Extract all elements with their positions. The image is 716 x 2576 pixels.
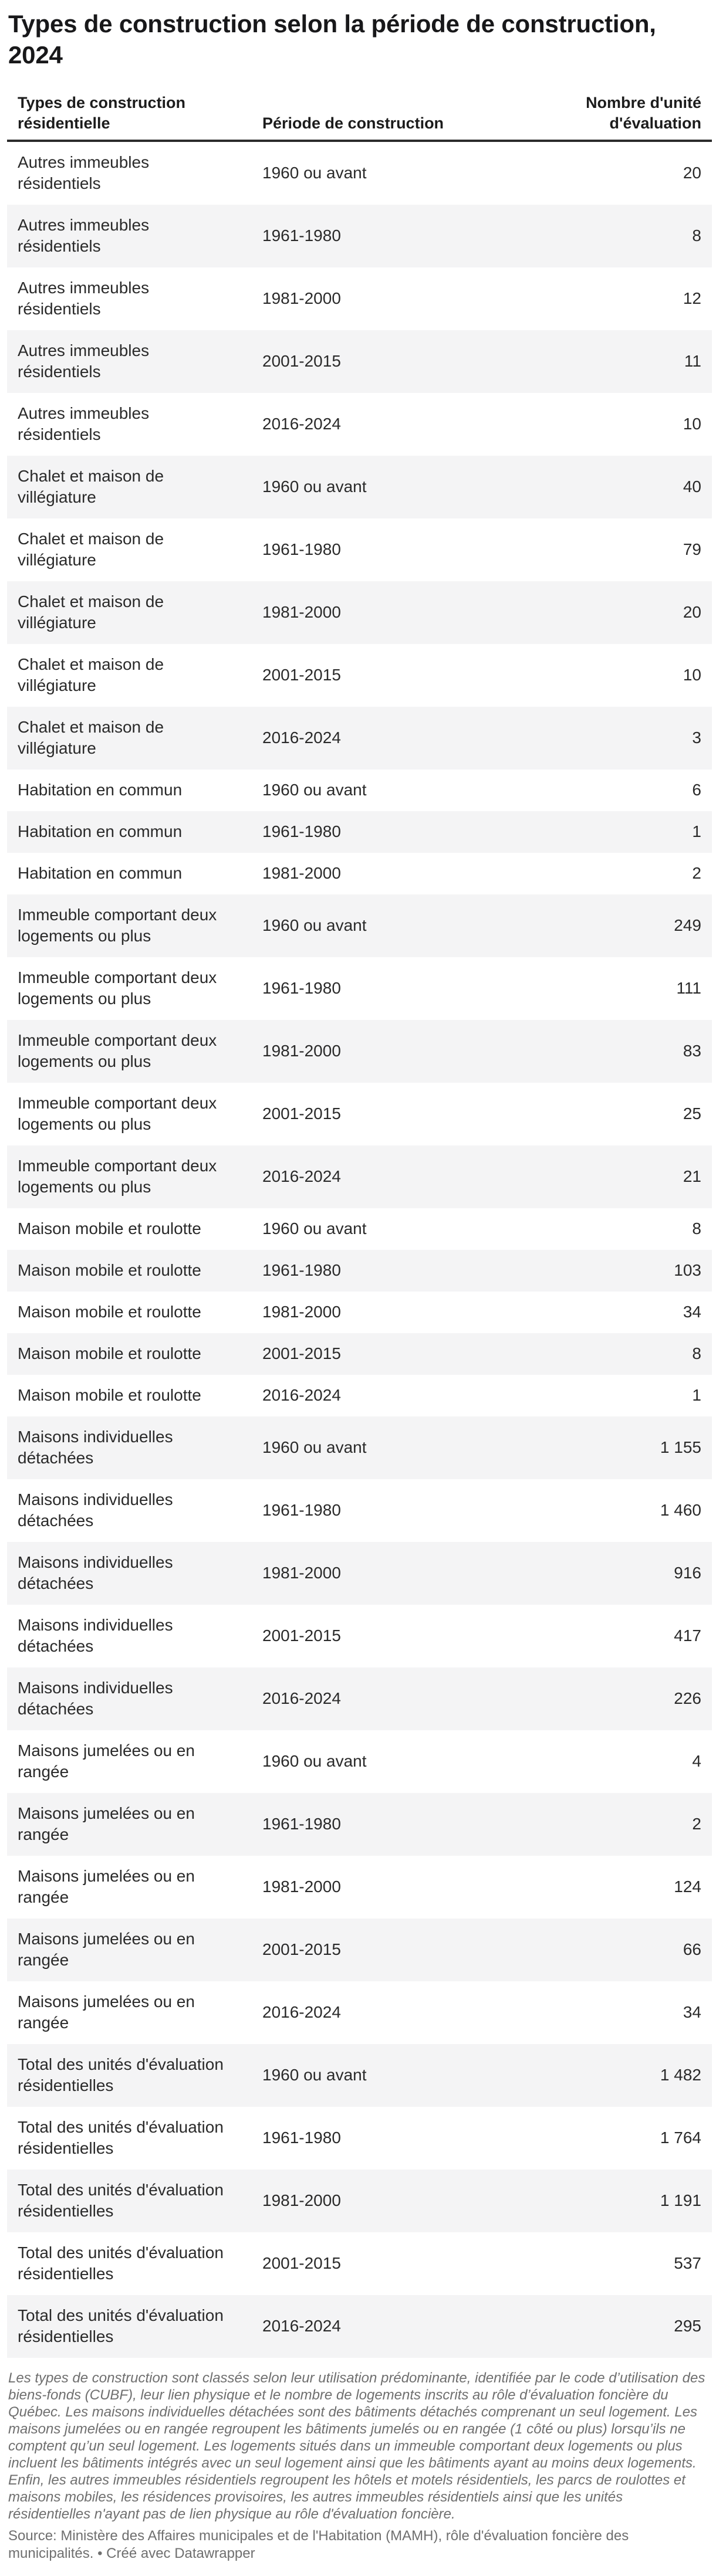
table-row [7, 2170, 712, 2232]
type-cell: Autres immeubles résidentiels [18, 279, 150, 318]
count-cell: 4 [692, 1752, 701, 1770]
table-row [7, 770, 712, 811]
period-cell: 1981-2000 [262, 2191, 341, 2209]
table-row [7, 1605, 712, 1667]
count-cell: 417 [674, 1626, 701, 1645]
type-cell: Habitation en commun [18, 781, 183, 799]
table-row [7, 1250, 712, 1292]
count-cell: 226 [674, 1689, 701, 1707]
table-header-row [7, 93, 712, 142]
count-cell: 34 [683, 1303, 701, 1321]
count-cell: 10 [683, 415, 701, 433]
count-cell: 103 [674, 1261, 701, 1279]
period-cell: 1960 ou avant [262, 477, 367, 496]
table-row [7, 2295, 712, 2358]
type-cell: Maisons individuelles détachées [18, 1679, 173, 1718]
type-cell: Chalet et maison de villégiature [18, 655, 164, 694]
count-cell: 20 [683, 164, 701, 182]
period-cell: 2016-2024 [262, 415, 341, 433]
type-cell: Immeuble comportant deux logements ou plus [18, 1094, 217, 1133]
period-cell: 1981-2000 [262, 864, 341, 882]
table-row [7, 1375, 712, 1416]
type-cell: Total des unités d'évaluation résidentielles [18, 2181, 224, 2220]
count-cell: 3 [692, 728, 701, 747]
count-cell: 1 764 [660, 2128, 701, 2147]
count-cell: 111 [676, 979, 701, 997]
type-cell: Autres immeubles résidentiels [18, 153, 150, 192]
type-cell: Habitation en commun [18, 822, 183, 840]
period-cell: 1981-2000 [262, 1877, 341, 1896]
type-cell: Chalet et maison de villégiature [18, 592, 164, 632]
count-cell: 11 [684, 352, 701, 370]
table-row [7, 1981, 712, 2044]
type-cell: Maison mobile et roulotte [18, 1344, 201, 1362]
table-row [7, 142, 712, 205]
period-cell: 2001-2015 [262, 1626, 341, 1645]
count-cell: 6 [692, 781, 701, 799]
table-row [7, 518, 712, 581]
data-table [7, 93, 712, 2358]
type-cell: Maison mobile et roulotte [18, 1261, 201, 1279]
period-cell: 2001-2015 [262, 666, 341, 684]
type-cell: Chalet et maison de villégiature [18, 467, 164, 506]
count-cell: 1 [692, 1386, 701, 1404]
count-cell: 1 155 [660, 1438, 701, 1456]
type-cell: Chalet et maison de villégiature [18, 530, 164, 569]
count-cell: 1 [692, 822, 701, 840]
table-row [7, 1416, 712, 1479]
source-separator: • [93, 2546, 107, 2561]
count-cell: 1 460 [660, 1501, 701, 1519]
table-row [7, 1542, 712, 1605]
table-row [7, 1208, 712, 1250]
count-cell: 40 [683, 477, 701, 496]
table-row [7, 853, 712, 894]
period-cell: 1960 ou avant [262, 1438, 367, 1456]
type-cell: Maisons individuelles détachées [18, 1553, 173, 1592]
table-row [7, 957, 712, 1020]
period-cell: 1961-1980 [262, 822, 341, 840]
type-cell: Immeuble comportant deux logements ou plus [18, 906, 217, 945]
count-cell: 34 [683, 2003, 701, 2021]
count-cell: 537 [674, 2254, 701, 2272]
table-row [7, 2044, 712, 2107]
column-header-type: Types de construction résidentielle [18, 94, 186, 132]
period-cell: 1981-2000 [262, 603, 341, 621]
type-cell: Maison mobile et roulotte [18, 1386, 201, 1404]
period-cell: 1960 ou avant [262, 916, 367, 934]
type-cell: Autres immeubles résidentiels [18, 404, 150, 443]
table-row [7, 1292, 712, 1333]
period-cell: 2016-2024 [262, 1689, 341, 1707]
period-cell: 2001-2015 [262, 1344, 341, 1362]
table-row [7, 1479, 712, 1542]
type-cell: Immeuble comportant deux logements ou plus [18, 1157, 217, 1196]
period-cell: 2016-2024 [262, 2003, 341, 2021]
table-row [7, 707, 712, 770]
count-cell: 10 [683, 666, 701, 684]
period-cell: 1981-2000 [262, 1303, 341, 1321]
column-header-period: Période de construction [262, 114, 444, 132]
source-line [8, 2527, 708, 2563]
table-row [7, 644, 712, 707]
period-cell: 1981-2000 [262, 1564, 341, 1582]
period-cell: 1960 ou avant [262, 781, 367, 799]
table-body [7, 142, 712, 2358]
table-row [7, 2107, 712, 2170]
count-cell: 66 [683, 1940, 701, 1958]
table-row [7, 894, 712, 957]
column-header-count: Nombre d'unité d'évaluation [586, 94, 701, 132]
type-cell: Autres immeubles résidentiels [18, 341, 150, 381]
source-text: Source: Ministère des Affaires municipales et de l'Habitation (MAMH), rôle d'évaluation foncière des municipalités. [8, 2528, 629, 2561]
table-row [7, 1793, 712, 1856]
chart-title: Types de construction selon la période de construction, 2024 [8, 10, 656, 69]
table-row [7, 267, 712, 330]
type-cell: Maison mobile et roulotte [18, 1219, 201, 1238]
count-cell: 8 [692, 1219, 701, 1238]
table-row [7, 1020, 712, 1083]
type-cell: Chalet et maison de villégiature [18, 718, 164, 757]
type-cell: Total des unités d'évaluation résidentielles [18, 2118, 224, 2157]
type-cell: Maison mobile et roulotte [18, 1303, 201, 1321]
notes-text: Les types de construction sont classés selon leur utilisation prédominante, identifiée par le code d’utilisation des biens-fonds (CUBF), leur lien physique et le nombre de logements inscrits au rôle d’évaluation foncière du Québec. Les maisons individuelles détachées sont des bâtiments détachés comprenant un seul logement. Les maisons jumelées ou en rangée regroupent les bâtiments jumelés ou en rangée (1 côté ou plus) lorsqu’ils ne comptent qu’un seul logement. Les logements situés dans un immeuble comportant deux logements ou plus incluent les bâtiments intégrés avec un seul logement ainsi que les bâtiments ayant au moins deux logements. Enfin, les autres immeubles résidentiels regroupent les hôtels et motels résidentiels, les parcs de roulottes et maisons mobiles, les résidences provisoires, les autres immeubles résidentiels ainsi que les unités résidentielles n'ayant pas de lien physique au rôle d'évaluation foncière. [8, 2370, 705, 2522]
table-row [7, 330, 712, 393]
table-row [7, 1856, 712, 1919]
period-cell: 1960 ou avant [262, 2066, 367, 2084]
count-cell: 12 [683, 289, 701, 307]
table-row [7, 456, 712, 518]
period-cell: 2001-2015 [262, 1940, 341, 1958]
type-cell: Maisons jumelées ou en rangée [18, 1804, 195, 1843]
count-cell: 25 [683, 1104, 701, 1123]
count-cell: 79 [683, 540, 701, 558]
datawrapper-credit-link[interactable]: Créé avec Datawrapper [106, 2546, 255, 2561]
type-cell: Autres immeubles résidentiels [18, 216, 150, 255]
type-cell: Total des unités d'évaluation résidentielles [18, 2243, 224, 2283]
type-cell: Maisons jumelées ou en rangée [18, 1741, 195, 1781]
period-cell: 2016-2024 [262, 1386, 341, 1404]
period-cell: 1961-1980 [262, 1815, 341, 1833]
period-cell: 2001-2015 [262, 2254, 341, 2272]
period-cell: 1961-1980 [262, 540, 341, 558]
period-cell: 1961-1980 [262, 979, 341, 997]
period-cell: 2001-2015 [262, 352, 341, 370]
count-cell: 295 [674, 2317, 701, 2335]
period-cell: 1960 ou avant [262, 1752, 367, 1770]
table-row [7, 581, 712, 644]
table-row [7, 205, 712, 267]
count-cell: 124 [674, 1877, 701, 1896]
type-cell: Maisons jumelées ou en rangée [18, 1867, 195, 1906]
type-cell: Total des unités d'évaluation résidentielles [18, 2306, 224, 2345]
count-cell: 21 [683, 1167, 701, 1185]
period-cell: 1981-2000 [262, 289, 341, 307]
period-cell: 1960 ou avant [262, 164, 367, 182]
type-cell: Immeuble comportant deux logements ou plus [18, 1031, 217, 1070]
period-cell: 1981-2000 [262, 1042, 341, 1060]
table-row [7, 811, 712, 853]
count-cell: 8 [692, 1344, 701, 1362]
type-cell: Maisons jumelées ou en rangée [18, 1992, 195, 2032]
type-cell: Maisons individuelles détachées [18, 1616, 173, 1655]
period-cell: 2016-2024 [262, 2317, 341, 2335]
type-cell: Maisons individuelles détachées [18, 1428, 173, 1467]
type-cell: Total des unités d'évaluation résidentielles [18, 2055, 224, 2094]
table-row [7, 1145, 712, 1208]
type-cell: Maisons jumelées ou en rangée [18, 1930, 195, 1969]
table-row [7, 2232, 712, 2295]
count-cell: 249 [674, 916, 701, 934]
count-cell: 2 [692, 864, 701, 882]
table-row [7, 1667, 712, 1730]
table-row [7, 393, 712, 456]
table-row [7, 1333, 712, 1375]
period-cell: 1960 ou avant [262, 1219, 367, 1238]
table-row [7, 1083, 712, 1145]
period-cell: 2016-2024 [262, 728, 341, 747]
period-cell: 2016-2024 [262, 1167, 341, 1185]
count-cell: 20 [683, 603, 701, 621]
count-cell: 8 [692, 226, 701, 245]
table-row [7, 1730, 712, 1793]
count-cell: 916 [674, 1564, 701, 1582]
period-cell: 1961-1980 [262, 1501, 341, 1519]
table-row [7, 1919, 712, 1981]
period-cell: 1961-1980 [262, 2128, 341, 2147]
period-cell: 1961-1980 [262, 1261, 341, 1279]
type-cell: Maisons individuelles détachées [18, 1490, 173, 1530]
type-cell: Immeuble comportant deux logements ou plus [18, 968, 217, 1008]
count-cell: 83 [683, 1042, 701, 1060]
period-cell: 2001-2015 [262, 1104, 341, 1123]
type-cell: Habitation en commun [18, 864, 183, 882]
count-cell: 2 [692, 1815, 701, 1833]
period-cell: 1961-1980 [262, 226, 341, 245]
count-cell: 1 482 [660, 2066, 701, 2084]
count-cell: 1 191 [660, 2191, 701, 2209]
